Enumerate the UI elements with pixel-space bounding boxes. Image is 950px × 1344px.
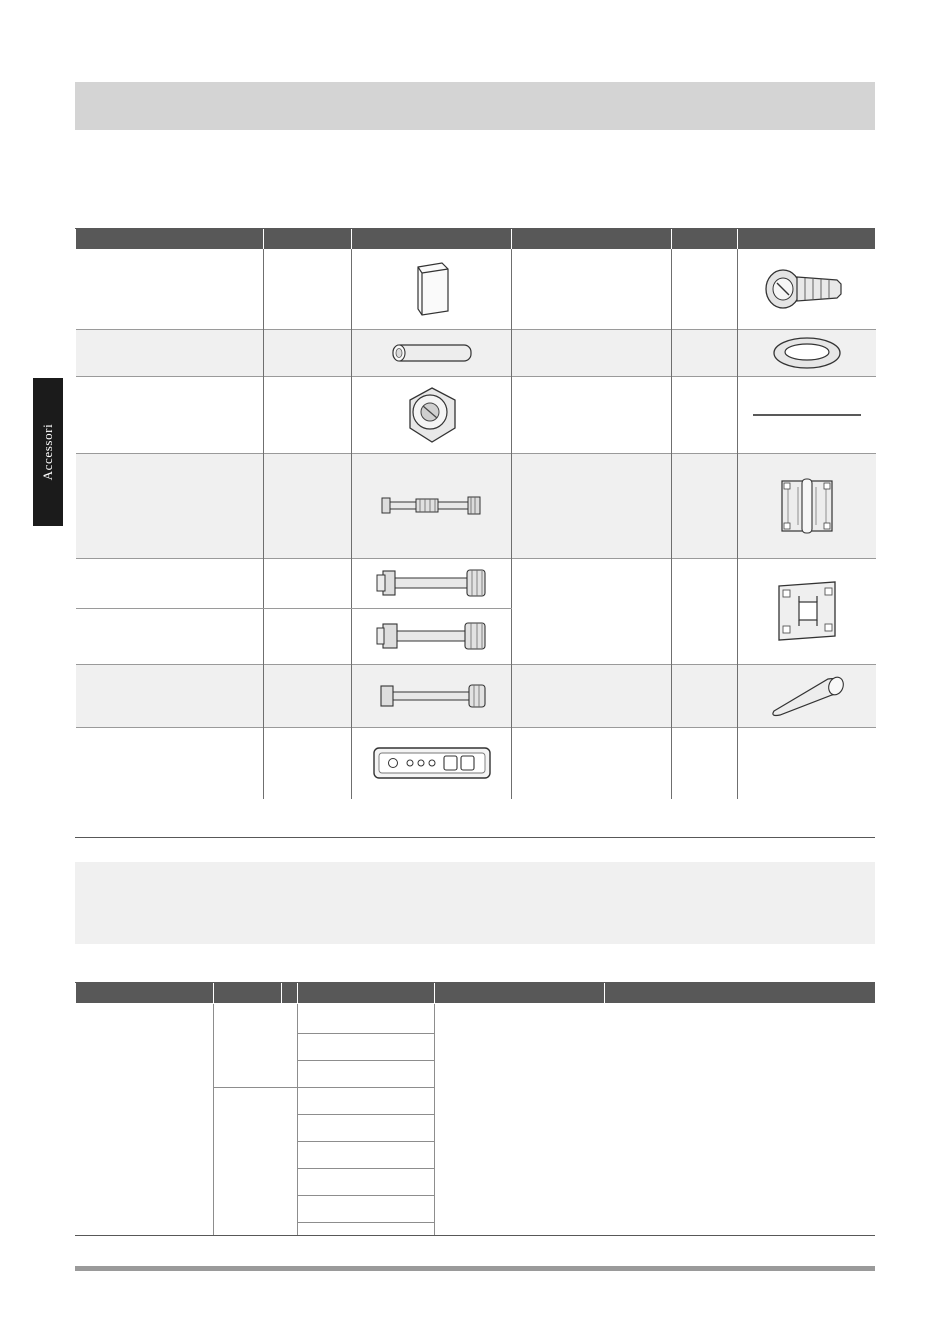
table-row bbox=[76, 664, 876, 727]
note-band bbox=[75, 862, 875, 944]
accessory-image-cell-2 bbox=[738, 453, 876, 558]
accessory-qty-cell-2 bbox=[672, 727, 738, 799]
spec-group-cell-b bbox=[214, 1088, 298, 1236]
accessories-header-cell-4 bbox=[672, 229, 738, 250]
spec-value-cell bbox=[298, 1223, 435, 1236]
spec-value-cell bbox=[298, 1169, 435, 1196]
footer-rule bbox=[75, 1266, 875, 1271]
table-row bbox=[76, 329, 876, 376]
accessory-name-cell bbox=[76, 453, 264, 558]
spec-blank-cell bbox=[605, 1004, 876, 1236]
table-row bbox=[76, 727, 876, 799]
accessories-header-cell-3 bbox=[512, 229, 672, 250]
rolled-sheet-icon bbox=[738, 673, 876, 719]
threaded-rod-icon bbox=[352, 493, 511, 519]
bolt-short-icon bbox=[352, 679, 511, 713]
accessory-qty-cell bbox=[264, 558, 352, 608]
specifications-table bbox=[75, 982, 876, 1236]
accessory-qty-cell-2 bbox=[672, 664, 738, 727]
accessory-qty-cell-2 bbox=[672, 558, 738, 664]
accessories-header-cell-0 bbox=[76, 229, 264, 250]
accessory-image-cell-2 bbox=[738, 664, 876, 727]
accessory-qty-cell-2 bbox=[672, 329, 738, 376]
accessories-header-cell-5 bbox=[738, 229, 876, 250]
accessory-name-cell-2 bbox=[512, 453, 672, 558]
hinge-bracket-icon bbox=[738, 473, 876, 539]
title-banner bbox=[75, 82, 875, 130]
spec-table-header-row bbox=[76, 983, 876, 1004]
accessory-qty-cell bbox=[264, 376, 352, 453]
straight-line-icon bbox=[738, 410, 876, 420]
spacer-tube-icon bbox=[352, 338, 511, 368]
accessories-header-cell-1 bbox=[264, 229, 352, 250]
accessories-table bbox=[75, 228, 876, 799]
spec-value-cell bbox=[298, 1004, 435, 1034]
accessory-qty-cell bbox=[264, 608, 352, 664]
accessory-qty-cell bbox=[264, 453, 352, 558]
accessory-name-cell bbox=[76, 249, 264, 329]
spec-header-cell-3 bbox=[298, 983, 435, 1004]
bolt-medium-icon bbox=[352, 616, 511, 656]
table-row bbox=[76, 376, 876, 453]
table-row bbox=[76, 453, 876, 558]
spec-label-cell bbox=[76, 1004, 214, 1236]
accessory-name-cell bbox=[76, 727, 264, 799]
accessory-name-cell bbox=[76, 329, 264, 376]
spec-value-cell bbox=[298, 1115, 435, 1142]
accessory-qty-cell-2 bbox=[672, 453, 738, 558]
accessory-image-cell bbox=[352, 453, 512, 558]
spec-header-cell-2 bbox=[282, 983, 298, 1004]
accessory-name-cell-2 bbox=[512, 249, 672, 329]
accessory-name-cell bbox=[76, 608, 264, 664]
spec-header-cell-0 bbox=[76, 983, 214, 1004]
accessory-name-cell bbox=[76, 558, 264, 608]
table-row bbox=[76, 1004, 876, 1034]
table-row bbox=[76, 249, 876, 329]
accessory-image-cell-2 bbox=[738, 376, 876, 453]
accessory-image-cell-2 bbox=[738, 249, 876, 329]
manual-booklet-icon bbox=[352, 261, 511, 317]
accessory-qty-cell bbox=[264, 329, 352, 376]
accessory-image-cell bbox=[352, 329, 512, 376]
accessory-image-cell bbox=[352, 608, 512, 664]
accessory-qty-cell bbox=[264, 727, 352, 799]
spec-value-cell bbox=[298, 1034, 435, 1061]
accessory-qty-cell bbox=[264, 664, 352, 727]
accessory-name-cell-2 bbox=[512, 558, 672, 664]
washer-ring-icon bbox=[738, 333, 876, 373]
accessories-table-header-row bbox=[76, 229, 876, 250]
spec-header-cell-1 bbox=[214, 983, 282, 1004]
spec-header-cell-4 bbox=[435, 983, 605, 1004]
accessory-image-cell bbox=[352, 664, 512, 727]
accessory-image-cell-2 bbox=[738, 558, 876, 664]
accessory-image-cell bbox=[352, 249, 512, 329]
spec-value-cell bbox=[298, 1088, 435, 1115]
spec-value-cell bbox=[298, 1196, 435, 1223]
accessory-name-cell-2 bbox=[512, 664, 672, 727]
accessory-image-cell bbox=[352, 727, 512, 799]
accessory-qty-cell-2 bbox=[672, 249, 738, 329]
accessory-image-cell bbox=[352, 558, 512, 608]
accessory-name-cell bbox=[76, 664, 264, 727]
spec-value-cell bbox=[298, 1061, 435, 1088]
bolt-long-icon bbox=[352, 563, 511, 603]
screw-head-icon bbox=[738, 263, 876, 315]
accessory-image-cell-2 bbox=[738, 329, 876, 376]
spec-note-cell bbox=[435, 1004, 605, 1236]
mounting-plate-icon bbox=[738, 576, 876, 646]
spec-group-cell-a bbox=[214, 1004, 298, 1088]
spec-header-cell-5 bbox=[605, 983, 876, 1004]
accessory-name-cell-2 bbox=[512, 329, 672, 376]
accessory-image-cell bbox=[352, 376, 512, 453]
accessory-name-cell bbox=[76, 376, 264, 453]
section-tab-label: Accessori bbox=[40, 423, 55, 481]
accessory-name-cell-2 bbox=[512, 727, 672, 799]
hex-nut-icon bbox=[352, 384, 511, 446]
control-panel-icon bbox=[352, 738, 511, 788]
accessory-image-cell-2 bbox=[738, 727, 876, 799]
table-row bbox=[76, 558, 876, 608]
accessories-header-cell-2 bbox=[352, 229, 512, 250]
accessory-name-cell-2 bbox=[512, 376, 672, 453]
section-tab-accessori bbox=[33, 378, 63, 526]
accessory-qty-cell bbox=[264, 249, 352, 329]
spec-value-cell bbox=[298, 1142, 435, 1169]
accessory-qty-cell-2 bbox=[672, 376, 738, 453]
